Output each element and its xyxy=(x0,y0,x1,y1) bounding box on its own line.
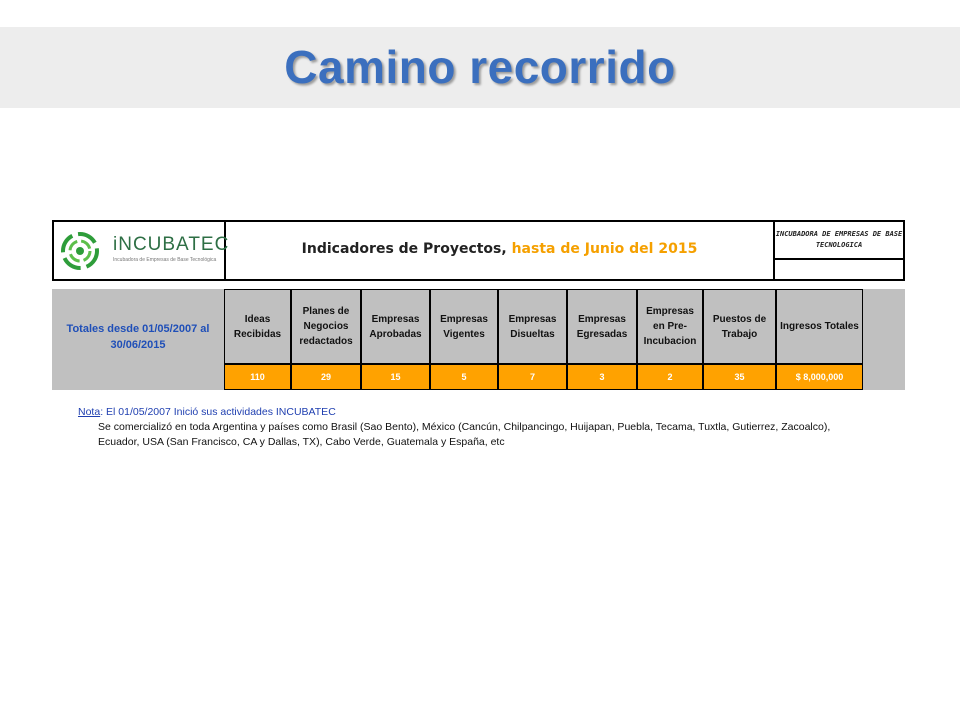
indicator-prefix: Indicadores de Proyectos, xyxy=(301,241,507,257)
col-header-vigentes: Empresas Vigentes xyxy=(430,289,498,364)
incubator-title: INCUBADORA DE EMPRESAS DE BASE TECNOLOGICA xyxy=(775,222,903,260)
logo-subtitle: Incubadora de Empresas de Base Tecnológica xyxy=(113,257,217,263)
indicators-table xyxy=(52,289,905,390)
col-value-planes: 29 xyxy=(291,364,361,390)
indicator-cell xyxy=(226,222,775,279)
col-header-egresadas: Empresas Egresadas xyxy=(567,289,637,364)
col-value-pre-incubacion: 2 xyxy=(637,364,703,390)
footnote-first-line xyxy=(78,405,838,420)
col-header-aprobadas: Empresas Aprobadas xyxy=(361,289,430,364)
col-value-ideas: 110 xyxy=(224,364,291,390)
col-value-ingresos: $ 8,000,000 xyxy=(776,364,863,390)
col-header-disueltas: Empresas Disueltas xyxy=(498,289,567,364)
logo-cell xyxy=(54,222,230,279)
logo-name: iNCUBATEC xyxy=(113,234,230,255)
col-header-puestos: Puestos de Trabajo xyxy=(703,289,776,364)
indicator-title xyxy=(226,241,773,257)
report-header xyxy=(52,220,905,281)
slide-title: Camino recorrido xyxy=(284,41,676,93)
footnote-label: Nota xyxy=(78,406,101,418)
col-header-pre-incubacion: Empresas en Pre-Incubacion xyxy=(637,289,703,364)
footnote xyxy=(78,405,838,450)
footnote-body: Se comercializó en toda Argentina y países como Brasil (Sao Bento), México (Cancún, Chilpancingo, Huijapan, Puebla, Tecama, Tuxtla, Gutierrez, Zacoalco), Ecuador, USA (San Francisco, CA y Dallas, TX), Cabo Verde, Guatemala y España, etc xyxy=(98,421,831,448)
col-value-aprobadas: 15 xyxy=(361,364,430,390)
col-value-vigentes: 5 xyxy=(430,364,498,390)
col-header-planes: Planes de Negocios redactados xyxy=(291,289,361,364)
footnote-start-text: : El 01/05/2007 Inició sus actividades INCUBATEC xyxy=(100,406,336,418)
col-value-egresadas: 3 xyxy=(567,364,637,390)
indicator-highlight: hasta de Junio del 2015 xyxy=(511,241,698,257)
col-value-puestos: 35 xyxy=(703,364,776,390)
col-header-ideas: Ideas Recibidas xyxy=(224,289,291,364)
incubatec-logo-icon xyxy=(60,231,100,271)
totals-label: Totales desde 01/05/2007 al 30/06/2015 xyxy=(66,323,210,351)
col-header-ingresos: Ingresos Totales xyxy=(776,289,863,364)
col-value-disueltas: 7 xyxy=(498,364,567,390)
incubator-cell xyxy=(775,222,903,279)
